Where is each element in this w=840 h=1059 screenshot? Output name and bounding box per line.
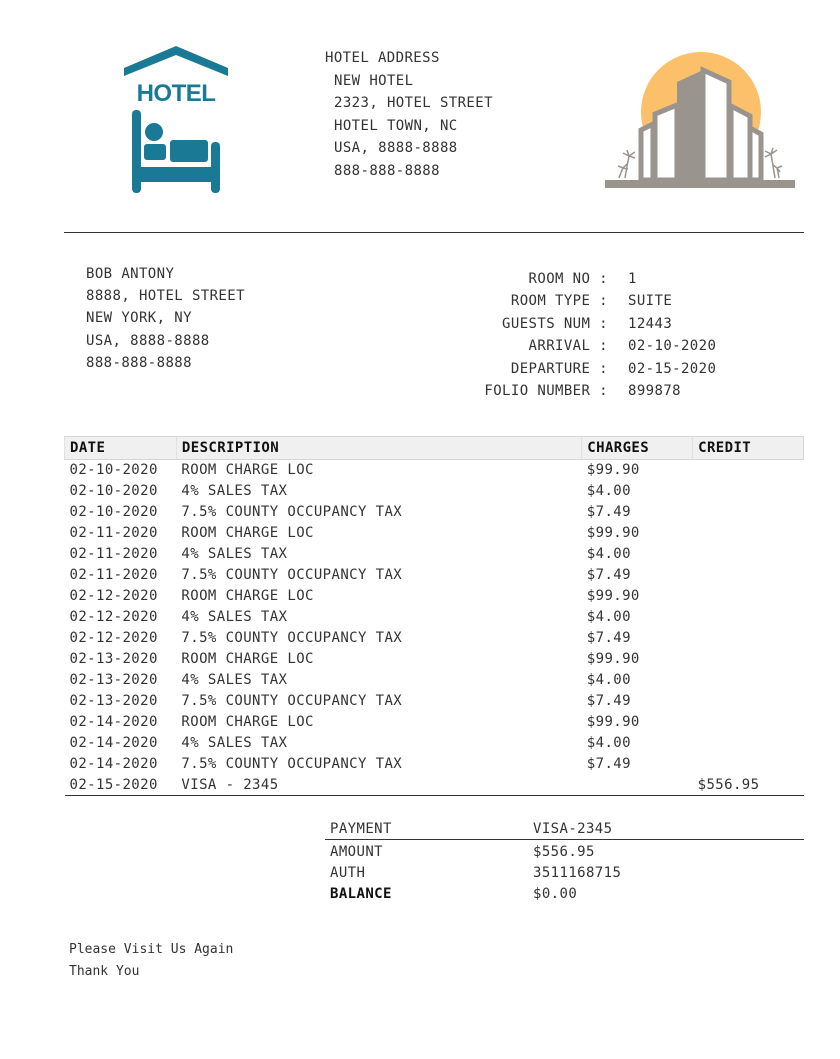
balance-row: [325, 883, 804, 904]
cell-description: 4% SALES TAX: [181, 609, 288, 625]
cell-credit: [693, 691, 804, 712]
table-row: [65, 712, 804, 733]
cell-date: 02-10-2020: [69, 504, 158, 520]
column-header-description: DESCRIPTION: [176, 437, 581, 460]
cell-credit: [693, 607, 804, 628]
guest-address-block: [86, 263, 245, 374]
cell-date: 02-14-2020: [69, 714, 158, 730]
table-row: [65, 481, 804, 502]
table-row: [65, 586, 804, 607]
cell-date: 02-11-2020: [69, 525, 158, 541]
cell-description: ROOM CHARGE LOC: [181, 588, 314, 604]
hotel-street: 2323, HOTEL STREET: [334, 95, 493, 111]
table-row: [65, 754, 804, 775]
column-header-credit: CREDIT: [693, 437, 804, 460]
logo-text: HOTEL: [136, 80, 216, 107]
table-row: [65, 460, 804, 481]
detail-label: ROOM TYPE :: [510, 293, 608, 310]
cell-credit: [693, 586, 804, 607]
balance-label: BALANCE: [330, 885, 392, 902]
cell-credit: [693, 565, 804, 586]
cell-charges: $99.90: [586, 714, 640, 730]
detail-value: 1: [628, 271, 637, 287]
hotel-address-heading: HOTEL ADDRESS: [325, 50, 440, 66]
detail-value: 12443: [628, 315, 673, 332]
cell-credit: [693, 628, 804, 649]
hotel-phone: 888-888-8888: [334, 162, 440, 179]
auth-value: 3511168715: [533, 864, 622, 881]
city-sun-logo: [605, 50, 795, 192]
cell-credit: [693, 502, 804, 523]
cell-date: 02-10-2020: [69, 462, 158, 479]
cell-date: 02-13-2020: [69, 651, 158, 667]
cell-charges: $7.49: [586, 630, 631, 646]
charges-table: [64, 436, 804, 796]
cell-charges: $7.49: [586, 504, 631, 520]
guest-city: NEW YORK, NY: [86, 310, 192, 327]
cell-date: 02-12-2020: [69, 630, 158, 646]
table-row: [65, 775, 804, 796]
detail-label: DEPARTURE :: [510, 360, 608, 377]
cell-charges: $4.00: [586, 546, 631, 562]
cell-credit: [693, 481, 804, 502]
balance-value: $0.00: [533, 885, 578, 902]
cell-description: 7.5% COUNTY OCCUPANCY TAX: [181, 567, 403, 583]
guests-num-row: [440, 313, 716, 335]
cell-charges: $4.00: [586, 483, 631, 499]
payment-summary: [325, 818, 804, 904]
cell-charges: $99.90: [586, 588, 640, 604]
table-row: [65, 502, 804, 523]
amount-row: [325, 841, 804, 862]
auth-label: AUTH: [330, 864, 366, 881]
cell-credit: $556.95: [693, 775, 804, 796]
cell-charges: $99.90: [586, 525, 640, 541]
cell-description: 4% SALES TAX: [181, 672, 288, 688]
column-header-date: DATE: [65, 437, 177, 460]
arrival-row: [440, 335, 716, 357]
cell-credit: [693, 460, 804, 481]
table-row: [65, 649, 804, 670]
payment-row: [325, 818, 804, 840]
footer-line-visit: Please Visit Us Again: [69, 942, 234, 957]
amount-label: AMOUNT: [330, 843, 383, 860]
cell-date: 02-14-2020: [69, 735, 158, 751]
guest-phone: 888-888-8888: [86, 354, 192, 371]
cell-description: ROOM CHARGE LOC: [181, 525, 314, 541]
cell-description: ROOM CHARGE LOC: [181, 651, 314, 667]
hotel-name: NEW HOTEL: [334, 72, 414, 89]
cell-date: 02-12-2020: [69, 588, 158, 604]
table-row: [65, 691, 804, 712]
guest-name: BOB ANTONY: [86, 266, 175, 282]
detail-label: FOLIO NUMBER :: [484, 383, 608, 400]
hotel-bed-logo: [118, 42, 234, 198]
cell-description: 7.5% COUNTY OCCUPANCY TAX: [181, 756, 403, 772]
room-type-row: [440, 290, 716, 312]
cell-credit: [693, 670, 804, 691]
hotel-address-block: [325, 47, 493, 182]
table-row: [65, 523, 804, 544]
cell-date: 02-13-2020: [69, 693, 158, 709]
room-no-row: [440, 268, 716, 290]
table-row: [65, 544, 804, 565]
cell-description: VISA - 2345: [176, 775, 581, 796]
table-row: [65, 565, 804, 586]
table-header-row: [65, 437, 804, 460]
folio-number-row: [440, 380, 716, 402]
guest-country-zip: USA, 8888-8888: [86, 332, 210, 349]
column-header-charges: CHARGES: [582, 437, 693, 460]
footer-message: [69, 939, 233, 983]
payment-label: PAYMENT: [330, 820, 392, 837]
detail-label: GUESTS NUM :: [502, 315, 608, 332]
cell-date: 02-13-2020: [69, 672, 158, 688]
table-row: [65, 733, 804, 754]
cell-description: 7.5% COUNTY OCCUPANCY TAX: [181, 504, 403, 520]
detail-label: ROOM NO :: [528, 271, 608, 287]
cell-date: 02-10-2020: [69, 483, 158, 499]
cell-date: 02-15-2020: [65, 775, 177, 796]
detail-label: ARRIVAL :: [528, 338, 608, 355]
cell-credit: [693, 649, 804, 670]
cell-description: 4% SALES TAX: [181, 483, 288, 499]
cell-date: 02-14-2020: [69, 756, 158, 772]
cell-date: 02-11-2020: [69, 546, 158, 562]
detail-value: 899878: [628, 383, 681, 400]
cell-credit: [693, 712, 804, 733]
hotel-country-zip: USA, 8888-8888: [334, 140, 458, 156]
departure-row: [440, 358, 716, 380]
table-row: [65, 670, 804, 691]
cell-description: 4% SALES TAX: [181, 735, 288, 751]
stay-details-block: [440, 268, 716, 402]
roof-shape: [124, 46, 228, 76]
cell-charges: $99.90: [586, 462, 640, 479]
cell-credit: [693, 523, 804, 544]
cell-charges: $7.49: [586, 693, 631, 709]
cell-description: ROOM CHARGE LOC: [181, 462, 314, 479]
amount-value: $556.95: [533, 843, 595, 860]
cell-date: 02-12-2020: [69, 609, 158, 625]
auth-row: [325, 862, 804, 883]
cell-description: 4% SALES TAX: [181, 546, 288, 562]
footer-line-thanks: Thank You: [69, 964, 140, 979]
header-divider: [64, 232, 804, 233]
cell-description: ROOM CHARGE LOC: [181, 714, 314, 730]
cell-charges: $4.00: [586, 672, 631, 688]
guest-street: 8888, HOTEL STREET: [86, 288, 245, 305]
cell-description: 7.5% COUNTY OCCUPANCY TAX: [181, 693, 403, 709]
table-row: [65, 607, 804, 628]
cell-charges: $4.00: [586, 609, 631, 625]
cell-charges: [582, 775, 693, 796]
cell-description: 7.5% COUNTY OCCUPANCY TAX: [181, 630, 403, 646]
cell-charges: $4.00: [586, 735, 631, 751]
table-row: [65, 628, 804, 649]
cell-credit: [693, 754, 804, 775]
detail-value: SUITE: [628, 293, 673, 310]
cell-charges: $7.49: [586, 756, 631, 772]
detail-value: 02-10-2020: [628, 338, 717, 355]
payment-value: VISA-2345: [533, 820, 613, 837]
cell-charges: $99.90: [586, 651, 640, 667]
cell-charges: $7.49: [586, 567, 631, 583]
table-body: [65, 460, 804, 796]
cell-credit: [693, 733, 804, 754]
hotel-city: HOTEL TOWN, NC: [334, 117, 458, 134]
detail-value: 02-15-2020: [628, 360, 717, 377]
cell-date: 02-11-2020: [69, 567, 158, 583]
cell-credit: [693, 544, 804, 565]
